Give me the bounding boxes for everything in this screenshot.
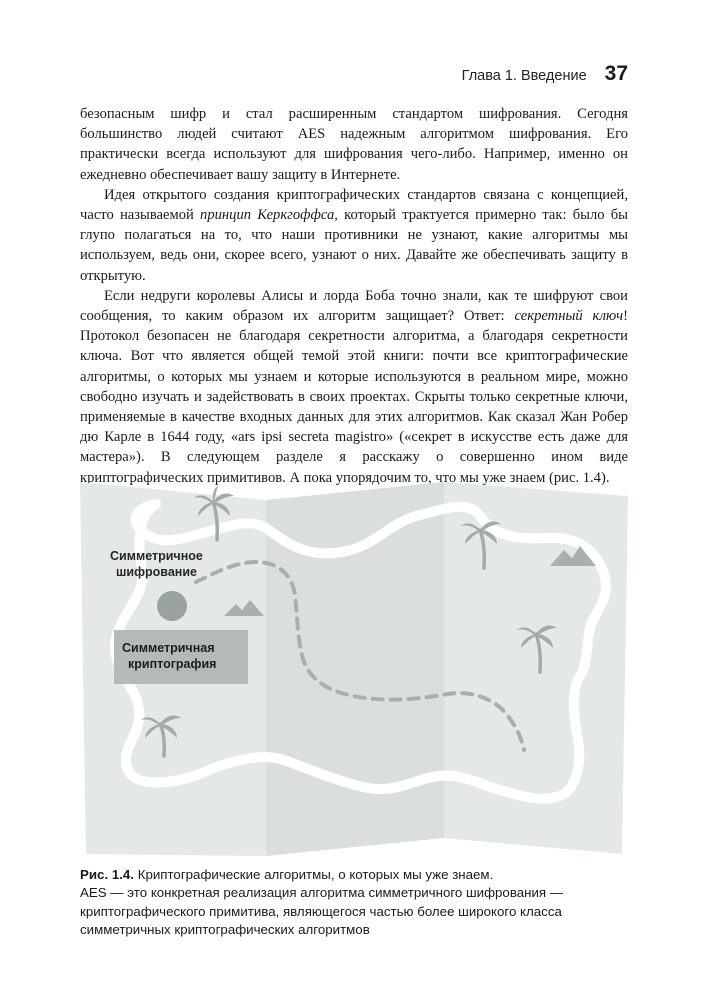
caption-text: AES — это конкретная реализация алгоритма симметричного шифрования — криптографического примитива, являющегося частью более широкого класса симметричных криптографических алгоритмов	[80, 885, 564, 937]
paragraph-2-end: , который трактуется примерно так: было бы глупо полагаться на то, что наши противники не узнают, какие алгоритмы мы используем, ведь они, скорее всего, узнают о них. Давайте же обеспечивать защиту в открытую.	[80, 207, 628, 284]
symmetric-cryptography-label-line2: криптография	[128, 657, 217, 671]
treasure-map-illustration	[76, 478, 632, 858]
body-text	[80, 104, 628, 488]
map-panel-middle	[266, 482, 444, 856]
symmetric-cryptography-label-line1: Симметричная	[122, 641, 215, 655]
symmetric-encryption-label-line2: шифрование	[116, 565, 197, 579]
secret-key-term: секретный ключ	[514, 308, 624, 325]
caption-title-line	[80, 866, 628, 884]
kerckhoffs-principle-term: принцип Керкгоффса	[200, 207, 335, 224]
paragraph-1: безопасным шифр и стал расширенным стандартом шифрования. Сегодня большинство людей считают AES надежным алгоритмом шифрования. Его практически всегда используют для шифрования чего-либо. Например, именно он ежедневно обеспечивает вашу защиту в Интернете.	[80, 106, 628, 183]
paragraph-2-start: Идея открытого создания криптографических стандартов связана с концепцией, часто называемой	[80, 186, 628, 224]
figure-caption	[80, 866, 628, 939]
paragraph-3	[80, 286, 628, 488]
chapter-title: Глава 1. Введение	[461, 68, 587, 84]
running-head	[80, 62, 628, 86]
caption-title: Криптографические алгоритмы, о которых мы уже знаем.	[134, 867, 494, 882]
figure-treasure-map	[76, 478, 632, 858]
page-number: 37	[604, 62, 628, 85]
paragraph-2	[80, 185, 628, 286]
treasure-marker	[157, 591, 187, 621]
symmetric-encryption-label-line1: Симметричное	[110, 549, 203, 563]
paragraph-3-start: Если недруги королевы Алисы и лорда Боба точно знали, как те шифруют свои сообщения, то каким образом их алгоритм защищает? Ответ:	[80, 287, 628, 325]
paragraph-3-end: ! Протокол безопасен не благодаря секретности алгоритма, а благодаря секретности ключа. Вот что является общей темой этой книги: почти все криптографические алгоритмы, о которых мы узнаем и которые используются в реальном мире, можно свободно изучать и задействовать в своих проектах. Скрыты только секретные ключи, применяемые в качестве входных данных для этих алгоритмов. Как сказал Жан Робер дю Карле в 1644 году, «ars ipsi secreta magistro» («секрет в искусстве есть даже для мастера»). В следующем разделе я расскажу о совершенно ином виде криптографических примитивов. А пока упорядочим то, что мы уже знаем (рис. 1.4).	[80, 308, 628, 486]
figure-number: Рис. 1.4.	[80, 867, 135, 882]
